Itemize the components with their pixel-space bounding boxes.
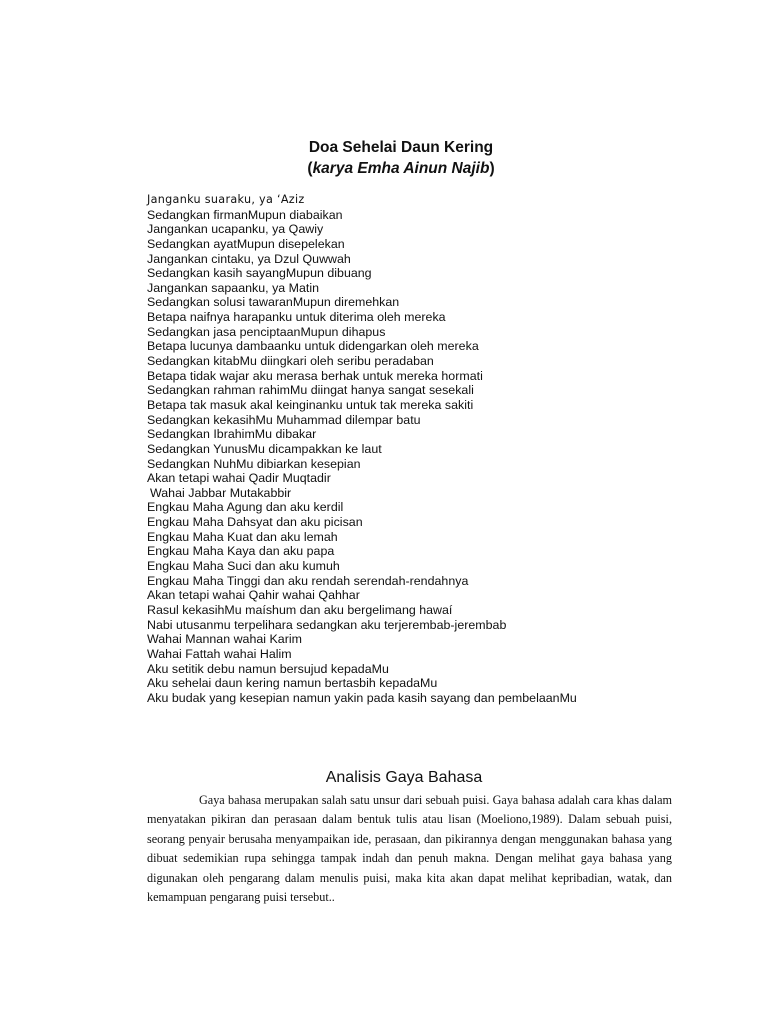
poem-line: Janganku suaraku, ya ‘Aziz [147,193,305,206]
poem-line: Sedangkan ayatMupun disepelekan [147,236,345,251]
poem-author [0,158,768,179]
poem-line: Akan tetapi wahai Qadir Muqtadir [147,471,331,486]
poem-line: Akan tetapi wahai Qahir wahai Qahhar [147,588,360,603]
poem-line: Sedangkan jasa penciptaanMupun dihapus [147,324,386,339]
poem-line: Sedangkan solusi tawaranMupun diremehkan [147,295,400,310]
author-close-paren: ) [489,160,495,177]
poem-line: Aku budak yang kesepian namun yakin pada kasih sayang dan pembelaanMu [147,690,577,705]
poem-line: Engkau Maha Dahsyat dan aku picisan [147,515,363,530]
poem-line: Sedangkan rahman rahimMu diingat hanya sangat sesekali [147,383,474,398]
poem-line: Betapa tidak wajar aku merasa berhak untuk mereka hormati [147,368,483,383]
poem-line: Sedangkan firmanMupun diabaikan [147,207,343,222]
poem-line: Sedangkan kasih sayangMupun dibuang [147,266,372,281]
poem-line: Engkau Maha Kuat dan aku lemah [147,529,338,544]
poem-line: Engkau Maha Kaya dan aku papa [147,544,335,559]
poem-line: Rasul kekasihMu maíshum dan aku bergelimang hawaí [147,602,453,617]
poem-line: Jangankan cintaku, ya Dzul Quwwah [147,251,351,266]
poem-line: Wahai Mannan wahai Karim [147,632,302,647]
poem-body [147,193,747,705]
poem-line: Jangankan ucapanku, ya Qawiy [147,222,324,237]
poem-line: Aku sehelai daun kering namun bertasbih kepadaMu [147,676,438,691]
analysis-heading: Analisis Gaya Bahasa [325,769,483,786]
poem-line: Sedangkan IbrahimMu dibakar [147,427,317,442]
poem-line: Engkau Maha Tinggi dan aku rendah serendah-rendahnya [147,573,469,588]
author-open-paren: ( [307,160,313,177]
poem-line: Sedangkan YunusMu dicampakkan ke laut [147,441,382,456]
author-name: karya Emha Ainun Najib [312,160,490,177]
poem-line: Sedangkan kekasihMu Muhammad dilempar batu [147,412,421,427]
poem-line: Nabi utusanmu terpelihara sedangkan aku terjerembab-jerembab [147,617,507,632]
poem-line: Betapa tak masuk akal keinginanku untuk tak mereka sakiti [147,397,474,412]
analysis-paragraph: Gaya bahasa merupakan salah satu unsur dari sebuah puisi. Gaya bahasa adalah cara khas dalam menyatakan pikiran dan perasaan dalam bentuk tulis atau lisan (Moeliono,1989). Dalam sebuah puisi, seorang penyair berusaha menyampaikan ide, perasaan, dan pikirannya dengan menggunakan bahasa yang dibuat sedemikian rupa sehingga tampak indah dan penuh makna. Dengan melihat gaya bahasa yang digunakan oleh pengarang dalam menulis puisi, maka kita akan dapat melihat kepribadian, watak, dan kemampuan pengarang puisi tersebut.. [147,793,672,905]
poem-line: Wahai Jabbar Mutakabbir [150,485,292,500]
poem-line: Betapa naifnya harapanku untuk diterima oleh mereka [147,310,446,325]
poem-line: Sedangkan kitabMu diingkari oleh seribu peradaban [147,354,434,369]
poem-line: Sedangkan NuhMu dibiarkan kesepian [147,456,361,471]
poem-line: Engkau Maha Suci dan aku kumuh [147,559,340,574]
poem-line: Wahai Fattah wahai Halim [147,646,292,661]
poem-line: Betapa lucunya dambaanku untuk didengarkan oleh mereka [147,339,479,354]
poem-title: Doa Sehelai Daun Kering [308,139,494,156]
poem-line: Jangankan sapaanku, ya Matin [147,280,320,295]
poem-line: Engkau Maha Agung dan aku kerdil [147,500,344,515]
poem-line: Aku setitik debu namun bersujud kepadaMu [147,661,389,676]
